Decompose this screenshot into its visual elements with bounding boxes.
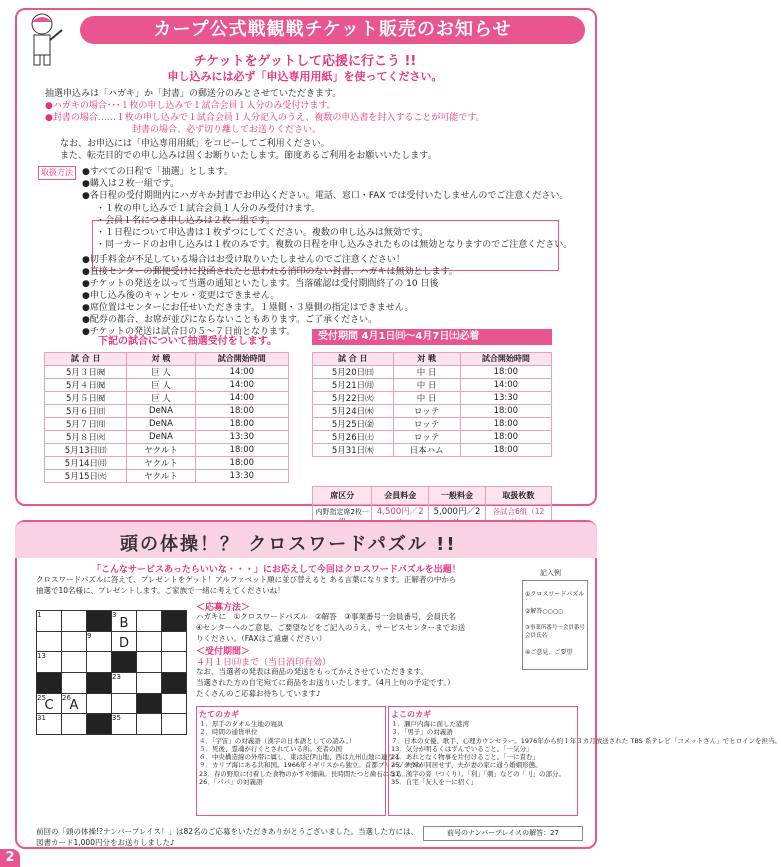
member-price: 4,500円／2: [372, 505, 429, 530]
schedule-cell: 日本ハム: [393, 443, 460, 456]
grid-cell[interactable]: 3 B: [112, 611, 137, 632]
grid-cell[interactable]: 1: [37, 611, 62, 632]
schedule-row: [45, 404, 289, 417]
schedule-cell: 13:30: [195, 469, 288, 482]
schedule-cell: 巨 人: [127, 378, 195, 391]
schedule-cell: 中 日: [393, 365, 460, 378]
rule-bullet: ・会員１名につき申し込みは２枚一組です。: [96, 216, 276, 226]
price-head: 取扱枚数: [485, 487, 551, 505]
schedule-cell: DeNA: [127, 417, 195, 430]
rule: ●チケットの発送を以って当選の通知といたします。当落確認は受付期間終了の 10 日後: [82, 279, 439, 289]
grid-block: [87, 714, 112, 735]
schedule-head: 試 合 日: [313, 353, 394, 366]
footer-note: 図書カード1,000円分をお送りしました♪: [36, 838, 175, 847]
schedule-head: 試合開始時間: [195, 353, 288, 366]
sheet-item: ②解答○○○○: [525, 608, 564, 615]
schedule-cell: 18:00: [195, 456, 288, 469]
schedule-row: [45, 365, 289, 378]
grid-cell[interactable]: 13: [37, 652, 62, 673]
schedule-cell: ロッテ: [393, 430, 460, 443]
schedule-cell: 5月３日㈷: [45, 365, 127, 378]
schedule-table-right: [312, 352, 552, 457]
schedule-cell: 5月21日㈪: [313, 378, 394, 391]
lottery-note: 下記の試合について抽選受付をします。: [98, 336, 277, 347]
crossword-title: 頭の体操！？ クロスワードパズル !!: [120, 534, 457, 555]
grid-cell[interactable]: D: [112, 631, 137, 652]
clue: 21．あれとなく物事を片付けること。「一に責む」: [391, 753, 540, 762]
price-head: 席区分: [313, 487, 372, 505]
grid-cell[interactable]: 35: [112, 714, 137, 735]
sheet-title: 記入例: [540, 569, 561, 577]
schedule-cell: 5月13日㈰: [45, 443, 127, 456]
price-head: 一般料金: [429, 487, 486, 505]
rule: ●配券の都合、お席が並びにならないこともあります。ご了承ください。: [82, 315, 378, 325]
howto-line: ハガキに ①クロスワードパズル ②解答 ③事業番号一会員番号，会員氏名: [196, 612, 457, 621]
schedule-head: 対 戦: [127, 353, 195, 366]
grid-cell[interactable]: [162, 652, 187, 673]
clue: １．瀬戸内海に面した港湾: [391, 720, 469, 728]
schedule-cell: 18:00: [460, 404, 551, 417]
rules-tag: 取扱方法: [38, 166, 76, 180]
schedule-cell: 18:00: [195, 417, 288, 430]
howto-line: りください。（FAXはご遠慮ください）: [196, 634, 327, 643]
crossword-desc: 抽選で10名様に、プレゼントします。ご家族で一緒に考えてくださいね！: [36, 586, 285, 595]
schedule-cell: ヤクルト: [127, 469, 195, 482]
schedule-cell: ロッテ: [393, 417, 460, 430]
clue: 26．「パパ」の対義語: [199, 778, 263, 787]
schedule-cell: 13:30: [460, 391, 551, 404]
schedule-cell: 5月22日㈫: [313, 391, 394, 404]
schedule-row: [313, 430, 552, 443]
intro-line: ●封書の場合……１枚の申し込みで１試合会員１人分記入のうえ、複数の申込書を封入することが可能です。: [45, 113, 485, 123]
grid-cell[interactable]: [62, 673, 87, 694]
rule-bullet: ・１枚の申し込みで１試合会員１人分のみ受付けます。: [96, 204, 321, 214]
schedule-cell: 5月24日㈭: [313, 404, 394, 417]
grid-cell[interactable]: [137, 652, 162, 673]
grid-block: [112, 652, 137, 673]
clue: 23．春の野原に付着した食物のかすや細菌。長時間たつと歯石になる。: [199, 769, 409, 778]
schedule-cell: ロッテ: [393, 404, 460, 417]
grid-cell[interactable]: [62, 611, 87, 632]
postcard-example: [522, 580, 588, 670]
schedule-row: [45, 378, 289, 391]
grid-cell[interactable]: [62, 631, 87, 652]
sheet-item: ④ご意見、ご要望: [525, 649, 573, 656]
schedule-cell: 5月４日㈷: [45, 378, 127, 391]
schedule-row: [45, 391, 289, 404]
grid-cell[interactable]: [137, 673, 162, 694]
schedule-cell: 18:00: [460, 443, 551, 456]
previous-answer: 前号のナンバープレイスの解答：27: [423, 826, 583, 841]
schedule-cell: 5月15日㈫: [45, 469, 127, 482]
clue: ６．中央構造線の外帯に属し、東は紀伊山地、西は九州山地に連なる: [199, 753, 401, 762]
grid-cell[interactable]: [162, 693, 187, 714]
schedule-head: 試 合 日: [45, 353, 127, 366]
schedule-row: [313, 417, 552, 430]
schedule-cell: ヤクルト: [127, 443, 195, 456]
schedule-cell: 13:30: [195, 430, 288, 443]
schedule-row: [313, 391, 552, 404]
intro-line: なお、お申込には「申込専用用紙」をコピーしてご利用ください。: [60, 139, 330, 149]
clue: ４．「宇宙」の対義語（漢字の日本語としての読み。）: [199, 736, 356, 745]
ticket-count: 各試合6組（12: [485, 505, 551, 530]
schedule-cell: 14:00: [195, 391, 288, 404]
schedule-cell: 5月31日㈭: [313, 443, 394, 456]
schedule-cell: DeNA: [127, 404, 195, 417]
schedule-cell: 18:00: [195, 404, 288, 417]
schedule-cell: 18:00: [460, 365, 551, 378]
schedule-cell: ヤクルト: [127, 456, 195, 469]
schedule-cell: 14:00: [195, 365, 288, 378]
grid-block: [137, 693, 162, 714]
clue: ５．死後、霊魂が行くとされている所。充者の国: [199, 744, 342, 753]
across-clues-title: よこのカギ: [391, 710, 431, 719]
page-title: カープ公式戦観戦チケット販売のお知らせ: [80, 16, 585, 44]
schedule-cell: 14:00: [460, 378, 551, 391]
general-price: 5,000円／2: [429, 505, 486, 530]
schedule-cell: 中 日: [393, 391, 460, 404]
rule: ●すべての日程で「抽選」とします。: [82, 167, 233, 177]
schedule-cell: DeNA: [127, 430, 195, 443]
grid-cell[interactable]: [137, 714, 162, 735]
schedule-cell: 5月８日㈫: [45, 430, 127, 443]
schedule-row: [313, 378, 552, 391]
schedule-cell: 18:00: [460, 430, 551, 443]
grid-block: [87, 611, 112, 632]
schedule-row: [313, 365, 552, 378]
grid-cell[interactable]: 23: [112, 673, 137, 694]
grid-cell[interactable]: [87, 693, 112, 714]
period-banner: 受付期間 4月1日㈰〜4月7日㈯必着: [312, 329, 552, 345]
rule: ●各日程の受付期間内にハガキか封書でお申込ください。電話、窓口・FAX では受付いたしませんのでご注意ください。: [82, 191, 569, 201]
schedule-row: [45, 443, 289, 456]
clue: １．厚手のタオル生地の寝具: [199, 720, 284, 728]
grid-cell[interactable]: [62, 714, 87, 735]
grid-cell[interactable]: [112, 693, 137, 714]
schedule-row: [313, 404, 552, 417]
clue: 35．自宅「友人を一に招く」: [391, 778, 478, 787]
rule: ●申し込み後のキャンセル・変更はできません。: [82, 291, 280, 301]
grid-cell[interactable]: 9: [87, 631, 112, 652]
deadline-title: ＜受付期間＞: [196, 647, 251, 657]
subtitle-2: 申し込みには必ず「申込専用用紙」を使ってください。: [167, 70, 443, 83]
clue: ７．日本の女優、歌手、心理カウンセラー。1976年から約１年３カ月放送された TBS 系テレビ「コメットさん」でヒロインを担当。: [391, 736, 781, 745]
rule: ●購入は２枚一組です。: [82, 179, 180, 189]
rule: ●直接センターの郵便受けに投函されたと思われる消印のない封書、ハガキは無効とします。: [82, 267, 458, 277]
howto-title: ＜応募方法＞: [196, 603, 251, 613]
crossword-desc: クロスワードパズルに答えて、プレゼントをゲット！アルファベット順に並び替えると ある言葉になります。正解者の中から: [36, 575, 457, 584]
schedule-table-left: [44, 352, 289, 483]
schedule-cell: 5月14日㈪: [45, 456, 127, 469]
footer-note: 前回の「頭の体操!?ナンバープレイス！」は82名のご応募をいただきありがとうございました。当選した方には、: [36, 827, 419, 836]
grid-cell[interactable]: [87, 652, 112, 673]
note: 当選された方の自宅宛てに商品をお送りいたします。（4月上旬の予定です。）: [196, 678, 455, 687]
rule: ●チケットの発送は試合日の５〜７日前となります。: [82, 327, 296, 337]
schedule-cell: 5月25日㈮: [313, 417, 394, 430]
note: なお、当選者の発表は商品の発送をもってかえさせていただきます。: [196, 667, 428, 676]
grid-block: [37, 673, 62, 694]
grid-cell[interactable]: [162, 631, 187, 652]
down-clues-title: たてのカギ: [199, 710, 239, 719]
sheet-item: ③事業所番号一会員番号 会員氏名: [525, 625, 585, 639]
clue: 13．気分が明るくはずんでいること。「一気分」: [391, 744, 533, 753]
schedule-cell: 18:00: [195, 443, 288, 456]
schedule-cell: 5月７日㈪: [45, 417, 127, 430]
schedule-row: [45, 417, 289, 430]
grid-cell[interactable]: [37, 631, 62, 652]
schedule-row: [313, 443, 552, 456]
seat-type: 内野指定席2枚一: [313, 505, 372, 530]
sheet-item: ①クロスワードパズル: [525, 591, 585, 598]
grid-block: [87, 673, 112, 694]
rule-bullet: ・同一カードのお申し込みは１枚のみです。複数の日程を申し込みされたものは無効となりますのでご注意ください。: [96, 240, 573, 250]
deadline: ４月１日㈰まで（当日消印有効）: [196, 658, 332, 668]
clue: ２．時間の通貨単位: [199, 728, 258, 737]
grid-cell[interactable]: 31: [37, 714, 62, 735]
schedule-cell: 巨 人: [127, 365, 195, 378]
clue: ９．カリブ海にある共和国。1966年イギリスから独立。首都ブリッジタウン: [199, 761, 423, 770]
schedule-cell: 巨 人: [127, 391, 195, 404]
schedule-cell: 5月６日㈰: [45, 404, 127, 417]
schedule-row: [45, 469, 289, 482]
page-number: 2: [0, 849, 20, 867]
schedule-cell: 14:00: [195, 378, 288, 391]
crossword-catch: 「こんなサービスあったらいいな・・・」にお応えして今回はクロスワードパズルを出題！: [92, 565, 461, 575]
rule: ●切手料金が不足している場合はお受け取りいたしませんのでご注意ください！: [82, 255, 405, 265]
grid-cell[interactable]: 26 A: [62, 693, 87, 714]
schedule-row: [45, 456, 289, 469]
schedule-cell: 5月５日㈷: [45, 391, 127, 404]
schedule-cell: 5月26日㈯: [313, 430, 394, 443]
note: たくさんのご応募お待ちしています♪: [196, 689, 321, 698]
schedule-cell: 中 日: [393, 378, 460, 391]
schedule-cell: 18:00: [460, 417, 551, 430]
schedule-row: [45, 430, 289, 443]
rule-bullet: ・１日程について申込書は１枚ずつにしてください。複数の申し込みは無効です。: [96, 228, 429, 238]
grid-cell[interactable]: [62, 652, 87, 673]
rule: ●席位置はセンターにお任せいただきます。１塁側・３塁側の指定はできません。: [82, 303, 414, 313]
grid-cell[interactable]: [137, 611, 162, 632]
howto-line: ④センターへのご意見、ご要望などをご記入のうえ、サービスセンターまでお送: [196, 623, 466, 632]
across-clues: [388, 706, 781, 816]
grid-block: [162, 673, 187, 694]
schedule-cell: 5月20日㈰: [313, 365, 394, 378]
grid-cell[interactable]: [162, 714, 187, 735]
grid-block: [162, 611, 187, 632]
intro-line: また、転売目的での申し込みは固くお断りいたします。節度あるご利用をお願いいたします。: [60, 151, 437, 161]
intro-line: 抽選申込みは「ハガキ」か「封書」の郵送分のみとさせていただきます。: [45, 89, 342, 99]
clue: 25．夫婦が同居せず、夫が妻の家に通う婚姻形態。: [391, 761, 542, 770]
subtitle: チケットをゲットして応援に行こう !!: [193, 54, 417, 69]
schedule-head: 対 戦: [393, 353, 460, 366]
schedule-head: 試合開始時間: [460, 353, 551, 366]
intro-line: ●ハガキの場合･･･１枚の申し込みで１試合会員１人分のみ受付けます。: [45, 101, 336, 111]
clue: 31．漢字の旁（つくり）。「利」「刺」などの「刂」の部分。: [391, 769, 566, 778]
grid-cell[interactable]: 25 C: [37, 693, 62, 714]
price-head: 会員料金: [372, 487, 429, 505]
intro-line: 封書の場合、必ず切り離してお送りください。: [132, 125, 322, 135]
grid-cell[interactable]: [137, 631, 162, 652]
crossword-grid: [36, 610, 187, 735]
clue: ３．「男子」の対義語: [391, 728, 453, 737]
